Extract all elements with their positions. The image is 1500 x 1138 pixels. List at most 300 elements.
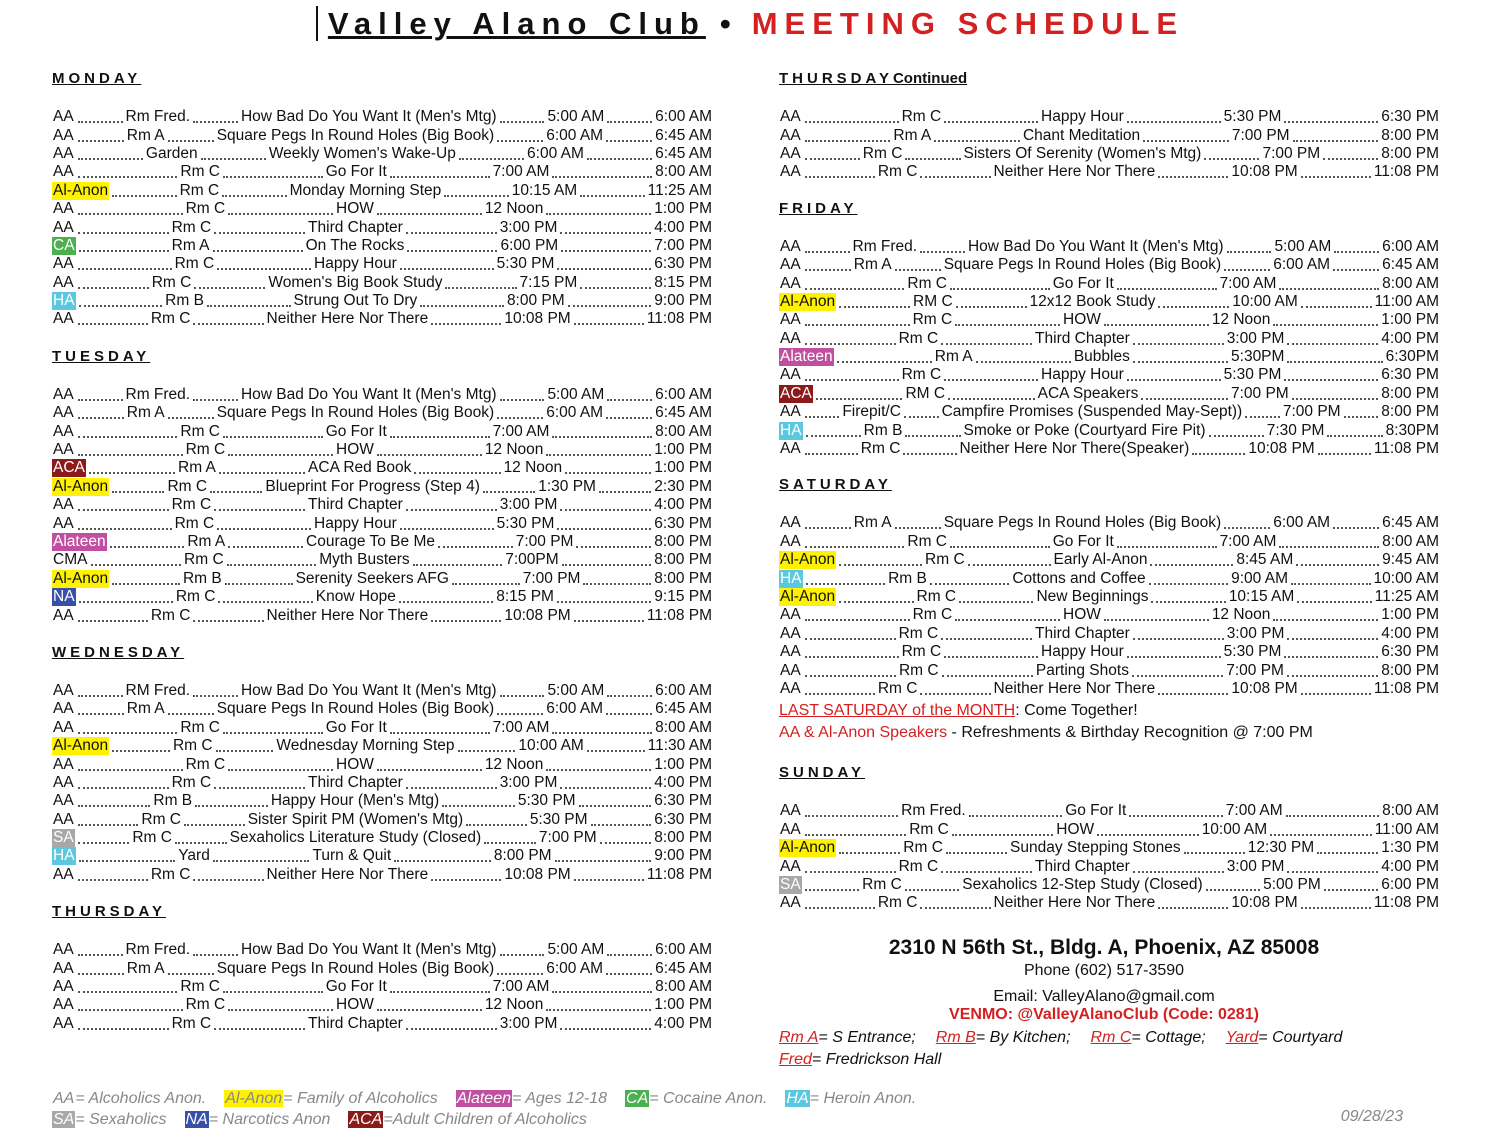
meeting-name: Strung Out To Dry	[293, 292, 418, 310]
meeting-type: AA	[780, 274, 801, 292]
dot-leader	[1224, 269, 1270, 271]
legend-item	[625, 1090, 767, 1107]
meeting-name: Happy Hour	[1041, 643, 1124, 661]
dot-leader	[905, 435, 960, 437]
dot-leader	[607, 695, 652, 697]
dot-leader	[839, 306, 910, 308]
dot-leader	[390, 176, 490, 178]
meeting-row	[779, 588, 1439, 606]
dot-leader	[483, 491, 535, 493]
meeting-row	[52, 255, 712, 273]
dot-leader	[805, 121, 899, 123]
dot-leader	[497, 417, 543, 419]
meeting-type: AA	[780, 108, 801, 126]
meeting-type: AA	[780, 857, 801, 875]
dot-leader	[1287, 638, 1378, 640]
meeting-type: AA	[780, 403, 801, 421]
legend-desc: = Narcotics Anon	[208, 1111, 331, 1128]
meeting-type: AA	[53, 681, 74, 699]
meeting-room: Rm C	[898, 329, 939, 347]
dot-leader	[599, 491, 651, 493]
meeting-name: Weekly Women's Wake-Up	[268, 144, 456, 162]
dot-leader	[497, 140, 543, 142]
dot-leader	[1133, 343, 1224, 345]
dot-leader	[976, 361, 1071, 363]
meeting-room: Rm C	[877, 679, 918, 697]
day-name: SATURDAY	[779, 476, 892, 494]
start-time: 5:30 PM	[496, 514, 555, 532]
start-time: 7:00 PM	[522, 569, 581, 587]
meeting-name: Go For It	[325, 718, 387, 736]
dot-leader	[1150, 564, 1233, 566]
room-key-code: Rm B	[935, 1029, 976, 1046]
dot-leader	[400, 268, 494, 270]
day-heading	[52, 70, 712, 88]
meeting-room: Rm C	[150, 865, 191, 883]
meeting-room: Rm C	[180, 163, 220, 181]
legend-desc: =Adult Children of Alcoholics	[383, 1111, 587, 1128]
dot-leader	[806, 435, 861, 437]
meeting-room: Rm C	[174, 514, 215, 532]
dot-leader	[219, 472, 305, 474]
end-time: 4:00 PM	[654, 1014, 713, 1032]
meeting-type: AA	[780, 329, 801, 347]
meeting-row	[52, 514, 712, 532]
meeting-room: Rm C	[898, 857, 939, 875]
day-heading	[52, 348, 712, 366]
meeting-type: AA	[53, 273, 74, 291]
dot-leader	[78, 769, 183, 771]
meeting-type: AA	[780, 366, 801, 384]
meeting-room: RM C	[913, 292, 953, 310]
meeting-row	[779, 533, 1439, 551]
meeting-room: Rm C	[903, 839, 943, 857]
start-time: 5:30 PM	[496, 255, 555, 273]
meeting-row	[52, 126, 712, 144]
meeting-name: Neither Here Nor There	[266, 606, 429, 624]
meeting-name: Happy Hour	[1041, 366, 1124, 384]
meeting-room: Rm C	[907, 532, 947, 550]
dot-leader	[600, 842, 652, 844]
meeting-name: Happy Hour	[314, 514, 397, 532]
end-time: 11:00 AM	[1374, 820, 1440, 838]
meeting-room: Rm C	[174, 255, 215, 273]
meeting-room: Firepit/C	[842, 403, 901, 421]
legend-desc: = Ages 12-18	[512, 1090, 608, 1107]
start-time: 6:00 AM	[546, 959, 604, 977]
dot-leader	[78, 158, 143, 160]
start-time: 3:00 PM	[499, 218, 558, 236]
dot-leader	[557, 601, 651, 603]
meeting-row	[52, 163, 712, 181]
room-key-item	[936, 1029, 1071, 1046]
dot-leader	[948, 398, 1035, 400]
meeting-row	[52, 737, 712, 755]
meeting-type: Al-Anon	[780, 551, 836, 569]
end-time: 1:00 PM	[1381, 606, 1440, 624]
meeting-row	[779, 514, 1439, 532]
dot-leader	[904, 416, 939, 418]
dot-leader	[805, 815, 898, 817]
meeting-type: AA	[53, 606, 74, 624]
dot-leader	[1333, 269, 1379, 271]
legend-item	[52, 1111, 167, 1128]
dot-leader	[78, 787, 169, 789]
dot-leader	[552, 176, 652, 178]
end-time: 6:30 PM	[654, 792, 712, 810]
end-time: 8:00 AM	[655, 422, 713, 440]
dot-leader	[1270, 834, 1372, 836]
meeting-row	[52, 200, 712, 218]
dot-leader	[839, 601, 913, 603]
start-time: 7:00 AM	[492, 718, 550, 736]
meeting-list	[779, 802, 1439, 912]
meeting-room: Rm A	[853, 256, 892, 274]
start-time: 3:00 PM	[1226, 624, 1285, 642]
room-key-code: Fred	[779, 1051, 812, 1068]
dot-leader	[1279, 546, 1379, 548]
dot-leader	[1127, 121, 1221, 123]
dot-leader	[214, 232, 305, 234]
dot-leader	[805, 176, 875, 178]
dot-leader	[552, 436, 652, 438]
meeting-row	[52, 108, 712, 126]
dot-leader	[168, 713, 214, 715]
dot-leader	[497, 713, 543, 715]
meeting-name: Third Chapter	[308, 773, 403, 791]
dot-leader	[78, 213, 183, 215]
meeting-type: AA	[780, 624, 801, 642]
meeting-name: Neither Here Nor There	[266, 310, 429, 328]
meeting-room: Rm C	[171, 496, 212, 514]
meeting-list	[779, 238, 1439, 459]
dot-leader	[78, 713, 124, 715]
meeting-type: AA	[53, 255, 74, 273]
dot-leader	[1149, 583, 1229, 585]
dot-leader	[557, 528, 651, 530]
dot-leader	[1127, 379, 1221, 381]
meeting-name: Happy Hour	[1041, 108, 1124, 126]
dot-leader	[1344, 416, 1379, 418]
meeting-row	[52, 700, 712, 718]
meeting-name: Square Pegs In Round Holes (Big Book)	[216, 126, 495, 144]
meeting-type: AA	[53, 385, 74, 403]
start-time: 6:00 AM	[1273, 514, 1331, 532]
meeting-row	[52, 811, 712, 829]
meeting-name: Go For It	[1052, 532, 1114, 550]
meeting-type: AA	[53, 978, 74, 996]
meeting-type: AA	[53, 163, 74, 181]
email-address: Email: ValleyAlano@gmail.com	[993, 988, 1215, 1005]
room-key-desc: = By Kitchen;	[975, 1029, 1071, 1046]
start-time: 5:30 PM	[1223, 643, 1282, 661]
meeting-name: Courage To Be Me	[306, 533, 435, 550]
end-time: 8:00 PM	[1381, 403, 1439, 421]
end-time: 4:00 PM	[654, 496, 713, 514]
meeting-name: Neither Here Nor There	[266, 865, 429, 883]
dot-leader	[466, 824, 527, 826]
dot-leader	[217, 268, 311, 270]
dot-leader	[930, 583, 1010, 585]
dot-leader	[944, 379, 1038, 381]
end-time: 1:00 PM	[654, 755, 713, 773]
start-time: 6:00 AM	[527, 144, 584, 162]
meeting-type: AA	[53, 996, 74, 1014]
meeting-room: Rm C	[179, 181, 220, 199]
dot-leader	[546, 213, 651, 215]
dot-leader	[587, 158, 652, 160]
end-time: 1:00 PM	[654, 200, 713, 218]
start-time: 12 Noon	[484, 996, 544, 1014]
start-time: 7:00 PM	[515, 533, 574, 550]
start-time: 5:00 AM	[547, 681, 605, 699]
meeting-type: AA	[53, 108, 74, 126]
dot-leader	[546, 769, 651, 771]
meeting-row	[52, 570, 712, 588]
dot-leader	[955, 324, 1060, 326]
dot-leader	[497, 973, 543, 975]
start-time: 6:00 AM	[546, 404, 604, 422]
dot-leader	[223, 991, 323, 993]
dot-leader	[78, 973, 124, 975]
meeting-room: Rm C	[916, 588, 957, 605]
meeting-name: How Bad Do You Want It (Men's Mtg)	[967, 237, 1224, 255]
meeting-name: Third Chapter	[308, 496, 403, 514]
meeting-list	[52, 386, 712, 625]
dot-leader	[1104, 619, 1209, 621]
start-time: 3:00 PM	[1226, 857, 1285, 875]
end-time: 11:08 PM	[1373, 440, 1440, 458]
dot-leader	[920, 251, 965, 253]
meeting-room: Rm C	[185, 755, 226, 773]
meeting-row	[52, 310, 712, 328]
day-name: MONDAY	[52, 70, 142, 87]
dot-leader	[500, 121, 545, 123]
meeting-room: Rm C	[898, 624, 939, 642]
left-column	[52, 70, 712, 1052]
start-time: 7:00 AM	[1219, 532, 1277, 550]
start-time: 7:00 PM	[1231, 126, 1290, 144]
start-time: 3:00 PM	[499, 1014, 558, 1032]
meeting-type: HA	[780, 421, 802, 439]
meeting-type: AA	[53, 773, 74, 791]
start-time: 12 Noon	[503, 459, 563, 477]
start-time: 8:00 PM	[493, 847, 552, 865]
dot-leader	[806, 583, 886, 585]
dot-leader	[444, 195, 508, 197]
end-time: 9:00 PM	[654, 292, 713, 310]
meeting-type: HA	[53, 292, 75, 310]
dot-leader	[805, 324, 910, 326]
meeting-name: HOW	[336, 996, 374, 1014]
start-time: 5:30 PM	[529, 810, 588, 828]
meeting-row	[779, 126, 1439, 144]
meeting-type: AA	[780, 802, 801, 820]
dot-leader	[207, 305, 291, 307]
meeting-room: Rm C	[901, 108, 942, 126]
dot-leader	[805, 907, 875, 909]
meeting-room: Rm C	[171, 218, 212, 236]
dot-leader	[1284, 379, 1378, 381]
meeting-room: Rm C	[132, 829, 172, 847]
dot-leader	[1292, 398, 1379, 400]
meeting-row	[52, 719, 712, 737]
start-time: 5:00 AM	[1274, 237, 1332, 255]
meeting-room: Rm C	[150, 606, 191, 624]
dot-leader	[78, 991, 178, 993]
meeting-name: Sexaholics Literature Study (Closed)	[229, 829, 482, 847]
speakers-label: AA & Al-Anon Speakers	[779, 724, 948, 742]
dot-leader	[78, 176, 178, 178]
end-time: 8:00 AM	[1382, 274, 1440, 292]
start-time: 3:00 PM	[499, 496, 558, 514]
meeting-row	[779, 661, 1439, 679]
dot-leader	[905, 889, 959, 891]
end-time: 4:00 PM	[654, 218, 713, 236]
dot-leader	[438, 546, 513, 548]
dot-leader	[442, 805, 515, 807]
dot-leader	[79, 601, 173, 603]
dot-leader	[406, 509, 497, 511]
dot-leader	[805, 140, 891, 142]
meeting-type: AA	[53, 310, 74, 328]
meeting-row	[52, 978, 712, 996]
dot-leader	[805, 693, 875, 695]
room-key-code: Yard	[1225, 1029, 1259, 1046]
dot-leader	[968, 564, 1051, 566]
dot-leader	[91, 564, 181, 566]
meeting-row	[52, 588, 712, 606]
phone-number: Phone (602) 517-3590	[1023, 962, 1185, 979]
meeting-type: AA	[53, 218, 74, 236]
dot-leader	[228, 213, 333, 215]
meeting-room: Rm C	[180, 978, 220, 996]
end-time: 6:00 AM	[1382, 237, 1440, 255]
meeting-room: Rm C	[862, 875, 902, 893]
end-time: 11:08 PM	[1373, 679, 1440, 697]
dot-leader	[390, 991, 490, 993]
meeting-room: Rm C	[901, 366, 942, 384]
dot-leader	[1324, 889, 1378, 891]
meeting-room: Rm C	[185, 200, 226, 218]
dot-leader	[78, 732, 178, 734]
room-key-item	[779, 1029, 916, 1046]
start-time: 10:08 PM	[504, 865, 571, 883]
meeting-room: Rm C	[175, 588, 216, 606]
end-time: 11:08 PM	[1373, 894, 1440, 912]
start-time: 5:00 AM	[547, 108, 605, 126]
meeting-name: Serenity Seekers AFG	[295, 569, 449, 587]
meeting-room: Rm A	[853, 514, 892, 532]
dot-leader	[406, 232, 497, 234]
dot-leader	[458, 750, 516, 752]
end-time: 6:45 AM	[655, 959, 713, 977]
meeting-row	[52, 441, 712, 459]
meeting-type: AA	[780, 440, 801, 458]
meeting-room: Rm C	[901, 643, 942, 661]
meeting-type: AA	[53, 941, 74, 959]
day-heading	[779, 476, 1439, 494]
meeting-list	[779, 108, 1439, 182]
meeting-room: Rm C	[877, 894, 918, 912]
meeting-row	[52, 218, 712, 236]
dot-leader	[1133, 361, 1228, 363]
meeting-type: AA	[53, 441, 74, 459]
legend-abbr: HA	[786, 1090, 809, 1107]
dot-leader	[78, 232, 169, 234]
dot-leader	[574, 620, 644, 622]
dot-leader	[805, 871, 896, 873]
end-time: 6:45 AM	[655, 126, 713, 144]
meeting-name: Third Chapter	[1035, 624, 1130, 642]
dot-leader	[214, 509, 305, 511]
meeting-name: Go For It	[325, 978, 387, 996]
meeting-name: Monday Morning Step	[289, 181, 442, 199]
meeting-name: Bubbles	[1073, 348, 1130, 366]
dot-leader	[1097, 834, 1199, 836]
meeting-type: AA	[780, 256, 801, 274]
dot-leader	[805, 638, 896, 640]
start-time: 7:00 PM	[1230, 384, 1289, 402]
meeting-name: Third Chapter	[308, 1014, 403, 1032]
dot-leader	[377, 769, 482, 771]
end-time: 6:00 AM	[655, 108, 713, 126]
dot-leader	[78, 824, 139, 826]
end-time: 8:00 AM	[1382, 532, 1440, 550]
dot-leader	[591, 824, 652, 826]
dot-leader	[568, 305, 652, 307]
legend-desc: = Alcoholics Anon.	[75, 1090, 207, 1107]
meeting-type: AA	[53, 810, 74, 828]
dot-leader	[223, 176, 323, 178]
meeting-name: Square Pegs In Round Holes (Big Book)	[216, 959, 495, 977]
end-time: 6:45 AM	[1382, 514, 1440, 532]
dot-leader	[920, 176, 990, 178]
dot-leader	[805, 527, 851, 529]
start-time: 6:00 PM	[500, 236, 559, 254]
dot-leader	[607, 399, 652, 401]
legend-desc: = Heroin Anon.	[809, 1090, 917, 1107]
start-time: 12 Noon	[484, 755, 544, 773]
address-block	[779, 936, 1429, 1024]
meeting-row	[779, 606, 1439, 624]
end-time: 11:30 AM	[647, 737, 712, 755]
meeting-type: AA	[53, 200, 74, 218]
meeting-row	[52, 459, 712, 477]
meeting-name: How Bad Do You Want It (Men's Mtg)	[240, 941, 497, 959]
dot-leader	[1117, 288, 1217, 290]
meeting-row	[779, 403, 1439, 421]
meeting-row	[779, 802, 1439, 820]
meeting-type: AA	[780, 532, 801, 550]
meeting-type: AA	[53, 422, 74, 440]
start-time: 6:00 AM	[546, 126, 604, 144]
meeting-type: CA	[53, 236, 75, 254]
dot-leader	[216, 750, 274, 752]
dot-leader	[377, 454, 482, 456]
dot-leader	[78, 954, 123, 956]
start-time: 10:08 PM	[504, 310, 571, 328]
dot-leader	[587, 750, 645, 752]
dot-leader	[560, 787, 651, 789]
room-key-desc: = Cottage;	[1131, 1029, 1206, 1046]
start-time: 8:45 AM	[1236, 551, 1294, 569]
meeting-room: Rm A	[126, 959, 165, 977]
dot-leader	[201, 158, 266, 160]
dot-leader	[944, 121, 1038, 123]
meeting-row	[779, 293, 1439, 311]
meeting-list	[779, 514, 1439, 698]
